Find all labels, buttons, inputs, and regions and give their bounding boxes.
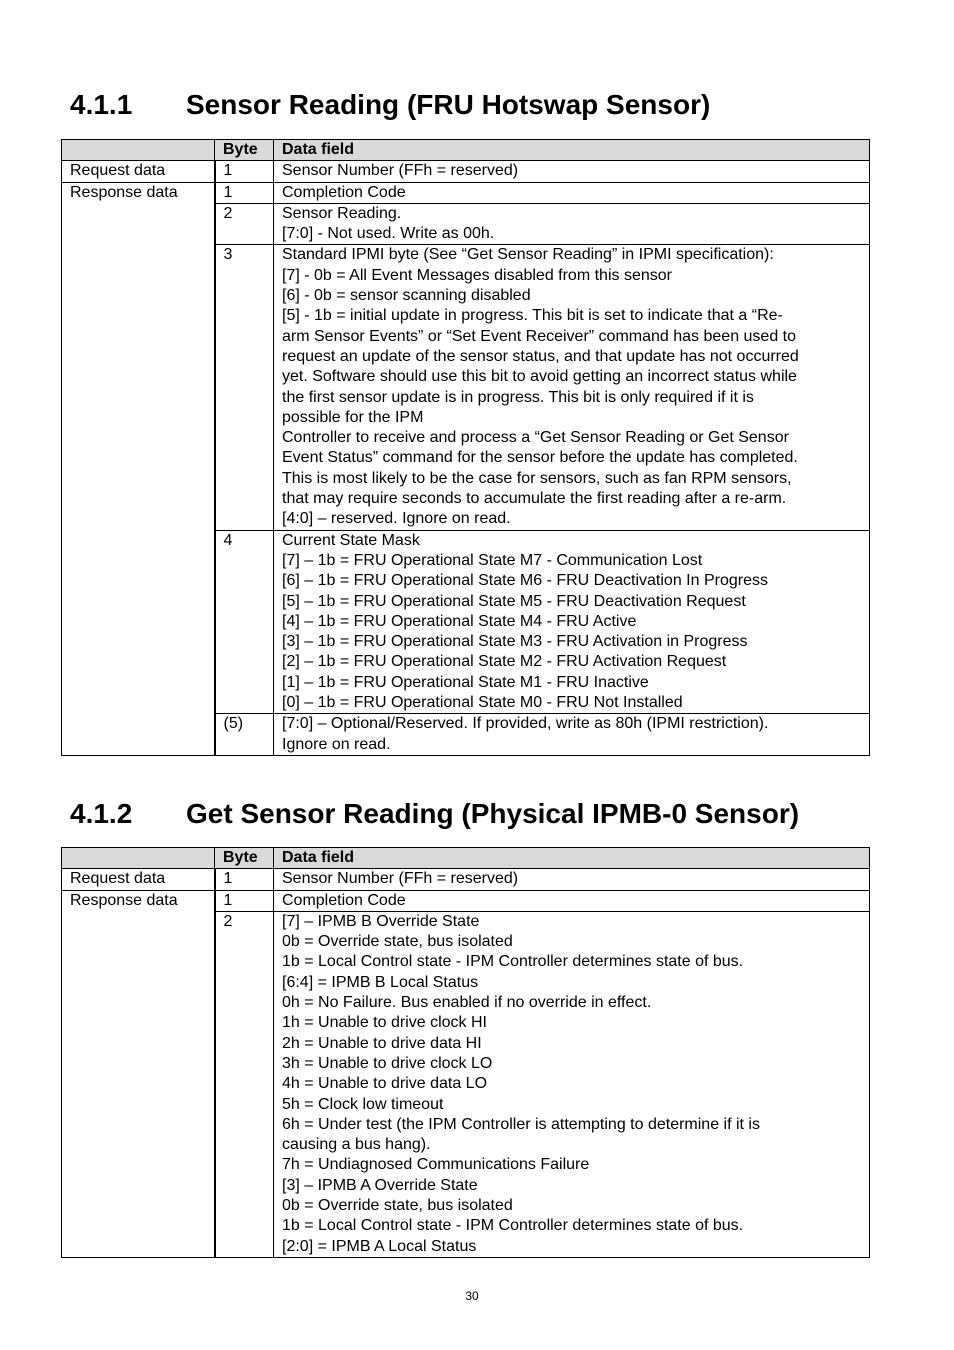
- data-line: [5] – 1b = FRU Operational State M5 - FRU Deactivation Request: [282, 592, 746, 610]
- data-line: Current State Mask: [282, 531, 420, 549]
- data-line: the first sensor update is in progress. This bit is only required if it is: [282, 388, 754, 406]
- section-number: 4.1.2: [70, 798, 133, 829]
- data-line: [4:0] – reserved. Ignore on read.: [282, 510, 511, 528]
- table-row: [62, 869, 870, 890]
- data-line: [6:4] = IPMB B Local Status: [282, 973, 479, 991]
- data-line: causing a bus hang).: [282, 1136, 431, 1154]
- page-number: 30: [465, 1289, 479, 1303]
- row-byte: 4: [215, 530, 274, 714]
- data-line: Completion Code: [282, 891, 406, 909]
- data-line: Ignore on read.: [282, 735, 391, 753]
- header-label: [62, 848, 215, 869]
- header-data-field: Data field: [274, 848, 870, 869]
- sensor-reading-fru-hotswap-table: [61, 139, 870, 756]
- data-line: [6] - 0b = sensor scanning disabled: [282, 287, 531, 305]
- section-number: 4.1.1: [70, 89, 133, 120]
- data-line: Sensor Number (FFh = reserved): [282, 162, 519, 180]
- data-line: Event Status” command for the sensor before the update has completed.: [282, 449, 798, 467]
- data-line: [7] – IPMB B Override State: [282, 912, 480, 930]
- row-data-field: [274, 714, 870, 756]
- data-line: Sensor Reading.: [282, 204, 402, 222]
- data-line: [5] - 1b = initial update in progress. This bit is set to indicate that a “Re-: [282, 307, 783, 325]
- data-line: Controller to receive and process a “Get Sensor Reading or Get Sensor: [282, 429, 789, 447]
- get-sensor-reading-ipmb-table: [61, 847, 870, 1258]
- row-data-field: [274, 203, 870, 245]
- table-row: [62, 182, 870, 203]
- header-byte: Byte: [215, 848, 274, 869]
- data-line: 3h = Unable to drive clock LO: [282, 1054, 493, 1072]
- row-data-field: [274, 530, 870, 714]
- row-label: Request data: [62, 869, 215, 890]
- table-header-row: [62, 848, 870, 869]
- row-data-field: [274, 869, 870, 890]
- data-line: 2h = Unable to drive data HI: [282, 1034, 482, 1052]
- data-line: [7] - 0b = All Event Messages disabled from this sensor: [282, 266, 672, 284]
- data-line: 0b = Override state, bus isolated: [282, 1197, 513, 1215]
- data-line: [3] – 1b = FRU Operational State M3 - FRU Activation in Progress: [282, 633, 748, 651]
- row-byte: 1: [215, 182, 274, 203]
- row-byte: 2: [215, 911, 274, 1257]
- row-byte: 1: [215, 161, 274, 182]
- row-data-field: [274, 161, 870, 182]
- row-byte: 1: [215, 890, 274, 911]
- data-line: [2] – 1b = FRU Operational State M2 - FRU Activation Request: [282, 653, 727, 671]
- data-line: request an update of the sensor status, and that update has not occurred: [282, 347, 799, 365]
- table-row: [62, 890, 870, 911]
- row-data-field: [274, 911, 870, 1257]
- data-line: [2:0] = IPMB A Local Status: [282, 1237, 477, 1255]
- data-line: 1h = Unable to drive clock HI: [282, 1014, 487, 1032]
- row-label: Request data: [62, 161, 215, 182]
- data-line: [7:0] - Not used. Write as 00h.: [282, 225, 495, 243]
- data-line: [7:0] – Optional/Reserved. If provided, write as 80h (IPMI restriction).: [282, 715, 769, 733]
- row-byte: (5): [215, 714, 274, 756]
- row-byte: 2: [215, 203, 274, 245]
- row-data-field: [274, 245, 870, 530]
- data-line: 4h = Unable to drive data LO: [282, 1075, 488, 1093]
- data-line: 6h = Under test (the IPM Controller is attempting to determine if it is: [282, 1115, 760, 1133]
- row-label: Response data: [62, 890, 215, 1257]
- section-heading-4-1-1: [70, 88, 710, 122]
- data-line: [7] – 1b = FRU Operational State M7 - Communication Lost: [282, 551, 703, 569]
- table-header-row: [62, 140, 870, 161]
- data-line: arm Sensor Events” or “Set Event Receiver” command has been used to: [282, 327, 797, 345]
- data-line: 0b = Override state, bus isolated: [282, 933, 513, 951]
- data-line: yet. Software should use this bit to avoid getting an incorrect status while: [282, 368, 797, 386]
- section-title: Sensor Reading (FRU Hotswap Sensor): [186, 89, 711, 120]
- data-line: possible for the IPM: [282, 408, 424, 426]
- data-line: 0h = No Failure. Bus enabled if no override in effect.: [282, 994, 652, 1012]
- row-data-field: [274, 182, 870, 203]
- data-line: [3] – IPMB A Override State: [282, 1176, 478, 1194]
- data-line: [1] – 1b = FRU Operational State M1 - FRU Inactive: [282, 673, 649, 691]
- data-line: [0] – 1b = FRU Operational State M0 - FRU Not Installed: [282, 694, 683, 712]
- table-row: [62, 161, 870, 182]
- data-line: This is most likely to be the case for sensors, such as fan RPM sensors,: [282, 469, 792, 487]
- data-line: [6] – 1b = FRU Operational State M6 - FRU Deactivation In Progress: [282, 572, 768, 590]
- data-line: 5h = Clock low timeout: [282, 1095, 444, 1113]
- row-data-field: [274, 890, 870, 911]
- header-data-field: Data field: [274, 140, 870, 161]
- data-line: 1b = Local Control state - IPM Controller determines state of bus.: [282, 1217, 744, 1235]
- data-line: Completion Code: [282, 183, 406, 201]
- data-line: Sensor Number (FFh = reserved): [282, 870, 519, 888]
- section-title: Get Sensor Reading (Physical IPMB-0 Sensor): [186, 798, 800, 829]
- section-heading-4-1-2: [70, 797, 799, 831]
- data-line: that may require seconds to accumulate the first reading after a re-arm.: [282, 490, 787, 508]
- data-line: Standard IPMI byte (See “Get Sensor Reading” in IPMI specification):: [282, 246, 774, 264]
- data-line: [4] – 1b = FRU Operational State M4 - FRU Active: [282, 612, 637, 630]
- row-byte: 3: [215, 245, 274, 530]
- row-label: Response data: [62, 182, 215, 755]
- header-label: [62, 140, 215, 161]
- data-line: 1b = Local Control state - IPM Controller determines state of bus.: [282, 953, 744, 971]
- header-byte: Byte: [215, 140, 274, 161]
- data-line: 7h = Undiagnosed Communications Failure: [282, 1156, 590, 1174]
- row-byte: 1: [215, 869, 274, 890]
